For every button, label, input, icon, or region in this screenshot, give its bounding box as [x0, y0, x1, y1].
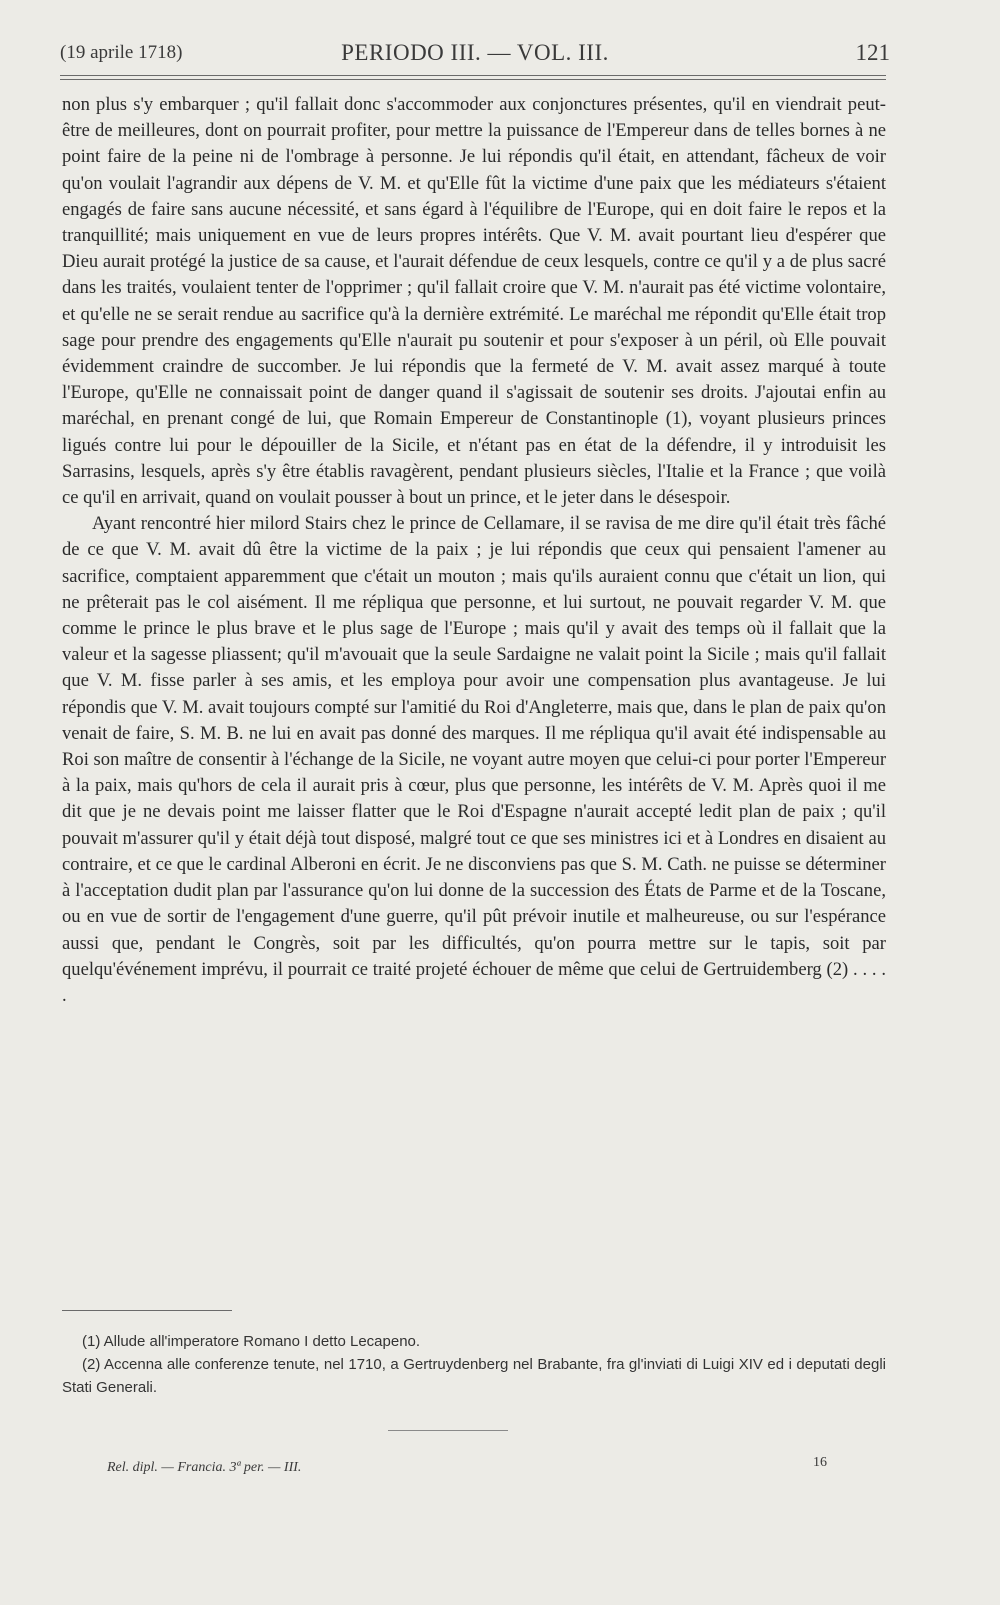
page-number: 121 [855, 40, 890, 65]
header-rule-top [60, 75, 886, 76]
footnotes [62, 1330, 886, 1399]
header-title: PERIODO III. — VOL. III. [341, 40, 609, 65]
signature-number: 16 [813, 1455, 827, 1470]
header-date: (19 aprile 1718) [60, 42, 183, 63]
footer-rule [388, 1430, 508, 1431]
footnote-1: (1) Allude all'imperatore Romano I detto Lecapeno. [82, 1333, 421, 1350]
footnote-2: (2) Accenna alle conferenze tenute, nel 1710, a Gertruydenberg nel Brabante, fra gl'inviati di Luigi XIV ed i deputati degli Stati Generali. [62, 1356, 886, 1396]
main-text [62, 92, 886, 1009]
paragraph: Ayant rencontré hier milord Stairs chez le prince de Cellamare, il se ravisa de me dire qu'il était très fâché de ce que V. M. avait dû être la victime de la paix ; je lui répondis que ceux qui pensaient l'amener au sacrifice, comptaient apparemment que c'était un mouton ; mais qu'ils auraient connu que c'était un lion, qui ne prêterait pas le col aisément. Il me répliqua que personne, et lui surtout, ne pouvait regarder V. M. que comme le prince le plus brave et le plus sage de l'Europe ; mais qu'il y avait des temps où il fallait que la valeur et la sagesse pliassent; qu'il m'avouait que la seule Sardaigne ne valait point la Sicile ; mais qu'il fallait que V. M. fisse parler à ses amis, et les employa pour avoir une compensation plus avantageuse. Je lui répondis que V. M. avait toujours compté sur l'amitié du Roi d'Angleterre, mais que, dans le plan de paix qu'on venait de faire, S. M. B. ne lui en avait pas donné des marques. Il me répliqua qu'il avait été indispensable au Roi son maître de consentir à l'échange de la Sicile, ne voyant autre moyen que celui-ci pour porter l'Empereur à la paix, mais qu'hors de cela il aurait pris à cœur, plus que personne, les intérêts de V. M. Après quoi il me dit que je ne devais point me laisser flatter que le Roi d'Espagne n'aurait accepté ledit plan de paix ; qu'il pouvait m'assurer qu'il y était déjà tout disposé, malgré tout ce que ses ministres ici et à Londres en disaient au contraire, et ce que le cardinal Alberoni en écrit. Je ne disconviens pas que S. M. Cath. ne puisse se déterminer à l'acceptation dudit plan par l'assurance qu'on lui donne de la succession des États de Parme et de la Toscane, ou en vue de sortir de l'engagement d'une guerre, qu'il pût prévoir inutile et malheureuse, ou sur l'espérance aussi que, pendant le Congrès, soit par les difficultés, qu'on pourra mettre sur le tapis, soit par quelqu'événement imprévu, il pourrait ce traité projeté échouer de même que celui de Gertruidemberg (2) . . . . . [62, 513, 887, 1006]
header-rule-bottom [60, 79, 886, 80]
printer-signature: Rel. dipl. — Francia. 3ª per. — III. [107, 1460, 302, 1475]
running-header [60, 40, 890, 70]
footnote-separator [62, 1310, 232, 1311]
paragraph: non plus s'y embarquer ; qu'il fallait donc s'accommoder aux conjonctures présentes, qu'il en viendrait peut-être de meilleures, dont on pourrait profiter, pour mettre la puissance de l'Empereur dans de telles bornes à ne point faire de la peine ni de l'ombrage à personne. Je lui répondis qu'il était, en attendant, fâcheux de voir qu'on voulait l'agrandir aux dépens de V. M. et qu'Elle fût la victime d'une paix que les médiateurs s'étaient engagés de faire sans aucune nécessité, et sans égard à l'équilibre de l'Europe, qui en doit faire le repos et la tranquillité; mais uniquement en vue de leurs propres intérêts. Que V. M. avait pourtant lieu d'espérer que Dieu aurait protégé la justice de sa cause, et l'aurait défendue de ceux lesquels, contre ce qu'il y a de plus sacré dans les traités, voulaient tenter de l'opprimer ; qu'il fallait croire que V. M. n'aurait pas été victime volontaire, et qu'elle ne se serait rendue au sacrifice qu'à la dernière extrémité. Le maréchal me répondit qu'Elle était trop sage pour prendre des engagements qu'Elle n'aurait pu soutenir et pour s'exposer à un péril, où Elle pouvait évidemment craindre de succomber. Je lui répondis que la fermeté de V. M. avait assez marqué à toute l'Europe, qu'Elle ne connaissait point de danger quand il s'agissait de soutenir ses droits. J'ajoutai enfin au maréchal, en prenant congé de lui, que Romain Empereur de Constantinople (1), voyant plusieurs princes ligués contre lui pour le dépouiller de la Sicile, et n'étant pas en état de la défendre, il y introduisit les Sarrasins, lesquels, après s'y être établis ravagèrent, pendant plusieurs siècles, l'Italie et la France ; que voilà ce qu'il en arrivait, quand on voulait pousser à bout un prince, et le jeter dans le désespoir. [62, 94, 886, 509]
